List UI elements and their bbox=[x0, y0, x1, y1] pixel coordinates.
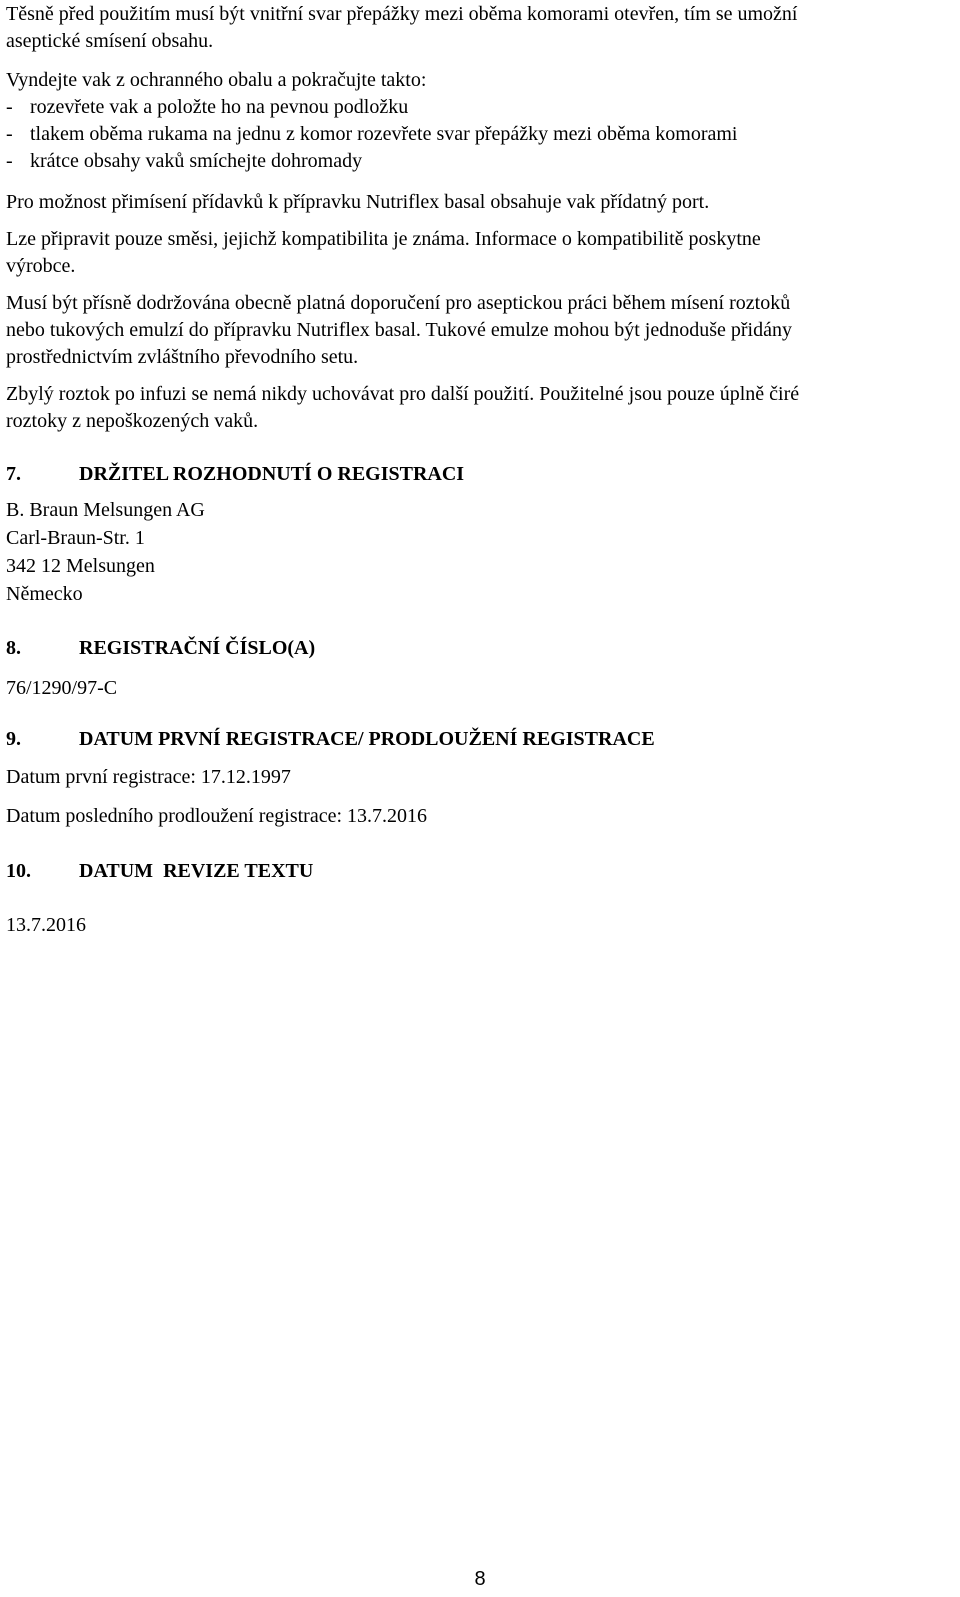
list-item-text: tlakem oběma rukama na jednu z komor rozevřete svar přepážky mezi oběma komorami bbox=[30, 123, 738, 145]
address-line: 342 12 Melsungen bbox=[6, 555, 155, 577]
first-registration-date: Datum první registrace: 17.12.1997 bbox=[6, 766, 291, 788]
section-number: 8. bbox=[6, 637, 21, 659]
paragraph-line: Vyndejte vak z ochranného obalu a pokračujte takto: bbox=[6, 69, 427, 91]
renewal-date: Datum posledního prodloužení registrace: 13.7.2016 bbox=[6, 805, 428, 827]
list-item-text: rozevřete vak a položte ho na pevnou podložku bbox=[30, 96, 409, 118]
paragraph-line: Lze připravit pouze směsi, jejichž kompatibilita je známa. Informace o kompatibilitě poskytne bbox=[6, 228, 761, 250]
section-number: 10. bbox=[6, 860, 31, 882]
paragraph-line: roztoky z nepoškozených vaků. bbox=[6, 410, 259, 432]
paragraph-line: nebo tukových emulzí do přípravku Nutriflex basal. Tukové emulze mohou být jednoduše přidány bbox=[6, 319, 792, 341]
section-title: REGISTRAČNÍ ČÍSLO(A) bbox=[79, 637, 316, 659]
paragraph-line: Těsně před použitím musí být vnitřní svar přepážky mezi oběma komorami otevřen, tím se umožní bbox=[6, 3, 798, 25]
list-dash: - bbox=[6, 150, 13, 172]
list-dash: - bbox=[6, 123, 13, 145]
section-title: DRŽITEL ROZHODNUTÍ O REGISTRACI bbox=[79, 463, 465, 485]
list-item-text: krátce obsahy vaků smíchejte dohromady bbox=[30, 150, 363, 172]
paragraph-line: Zbylý roztok po infuzi se nemá nikdy uchovávat pro další použití. Použitelné jsou pouze úplně čiré bbox=[6, 383, 800, 405]
list-item bbox=[6, 121, 952, 148]
list-dash: - bbox=[6, 96, 13, 118]
list-item bbox=[6, 148, 952, 175]
paragraph-line: Musí být přísně dodržována obecně platná doporučení pro aseptickou práci během mísení roztoků bbox=[6, 292, 791, 314]
list-item bbox=[6, 94, 952, 121]
section-number: 9. bbox=[6, 728, 21, 750]
holder-address bbox=[6, 496, 952, 608]
section-title: DATUM PRVNÍ REGISTRACE/ PRODLOUŽENÍ REGISTRACE bbox=[79, 728, 655, 750]
paragraph-line: výrobce. bbox=[6, 255, 76, 277]
section-8-heading bbox=[6, 634, 952, 662]
section-title: DATUM REVIZE TEXTU bbox=[79, 860, 314, 882]
section-9-heading bbox=[6, 725, 952, 753]
paragraph-line: aseptické smísení obsahu. bbox=[6, 30, 214, 52]
section-10-heading bbox=[6, 857, 952, 885]
address-line: B. Braun Melsungen AG bbox=[6, 499, 205, 521]
section-number: 7. bbox=[6, 463, 21, 485]
document-body bbox=[6, 0, 952, 939]
section-7-heading bbox=[6, 460, 952, 488]
paragraph-line: Pro možnost přimísení přídavků k přípravku Nutriflex basal obsahuje vak přídatný port. bbox=[6, 191, 710, 213]
revision-date: 13.7.2016 bbox=[6, 914, 86, 936]
paragraph-line: prostřednictvím zvláštního převodního setu. bbox=[6, 346, 359, 368]
address-line: Carl-Braun-Str. 1 bbox=[6, 527, 145, 549]
registration-number: 76/1290/97-C bbox=[6, 677, 118, 699]
address-line: Německo bbox=[6, 583, 83, 605]
page-number: 8 bbox=[474, 1568, 486, 1590]
